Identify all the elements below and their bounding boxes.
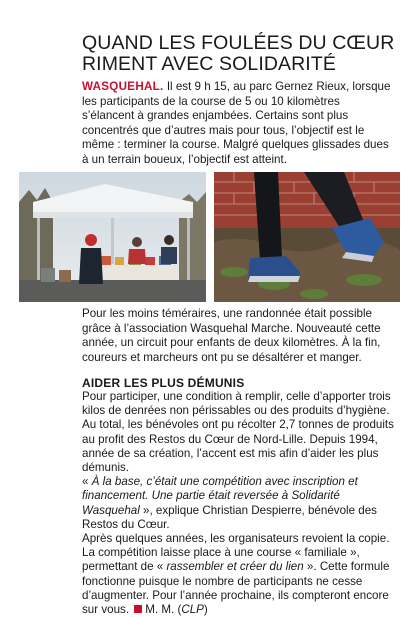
paragraph-hike: Pour les moins téméraires, une randonnée était possible grâce à l’association Wasquehal Marche. Nouveauté cette année, un circuit pour enfants de deux kilomètres. À la fin, coureurs et marcheurs ont pu se désaltérer et manger. (82, 307, 381, 364)
lead-text: Il est 9 h 15, au parc Gernez Rieux, lorsque les participants de la course de 5 ou 10 kilomètres s’élancent à grandes enjambées. Certains sont plus concentrés que d’autres mais pour tous, l’objectif est le même : terminer la course. Malgré quelques glissades dues à un terrain boueux, l’objectif est atteint. (82, 80, 391, 166)
paragraph-formula-quote: rassembler et créer du lien (166, 560, 304, 574)
section-heading: AIDER LES PLUS DÉMUNIS (82, 376, 245, 390)
lead-paragraph (82, 80, 394, 168)
signature-close: ) (203, 603, 208, 617)
title-line-1: QUAND LES FOULÉES DU CŒUR (82, 32, 395, 54)
city-name: WASQUEHAL. (82, 80, 164, 93)
author-signature: M. M. ( (145, 603, 182, 617)
end-mark-icon (134, 605, 142, 613)
paragraph-formula-b: ». Cette formule fonctionne puisque le nombre de participants ne cesse d’augmenter. Pour l’année prochaine, ils compteront encore sur vous. (82, 560, 390, 617)
body-section (82, 390, 394, 617)
article-title (82, 33, 402, 75)
paragraph-participation: Pour participer, une condition à remplir, celle d’apporter trois kilos de denrées non périssables ou des produits d’hygiène. Au total, les bénévoles ont pu récolter 2,7 tonnes de produits au profit des Restos du Cœur de Nord-Lille. Depuis 1994, année de sa création, l’accent est mis afin d’aider les plus démunis. (82, 390, 394, 475)
photo-refreshment-stand (19, 172, 206, 302)
paragraph-formula-a: Après quelques années, les organisateurs revoient la copie. La compétition laisse place à une course « familiale », permettant de « (82, 532, 390, 574)
title-line-2: RIMENT AVEC SOLIDARITÉ (82, 53, 336, 75)
signature-source: CLP (181, 603, 204, 617)
quote-attribution: », explique Christian Despierre, bénévole des Restos du Cœur. (82, 503, 377, 531)
photo-runner-shoes (214, 172, 400, 302)
quote-text: À la base, c’était une compétition avec inscription et financement. Une partie était reversée à Solidarité Wasquehal (82, 475, 358, 517)
quote-open: « (82, 475, 92, 489)
photo-runner-shoes-image (214, 172, 400, 302)
photo-refreshment-stand-image (19, 172, 206, 302)
